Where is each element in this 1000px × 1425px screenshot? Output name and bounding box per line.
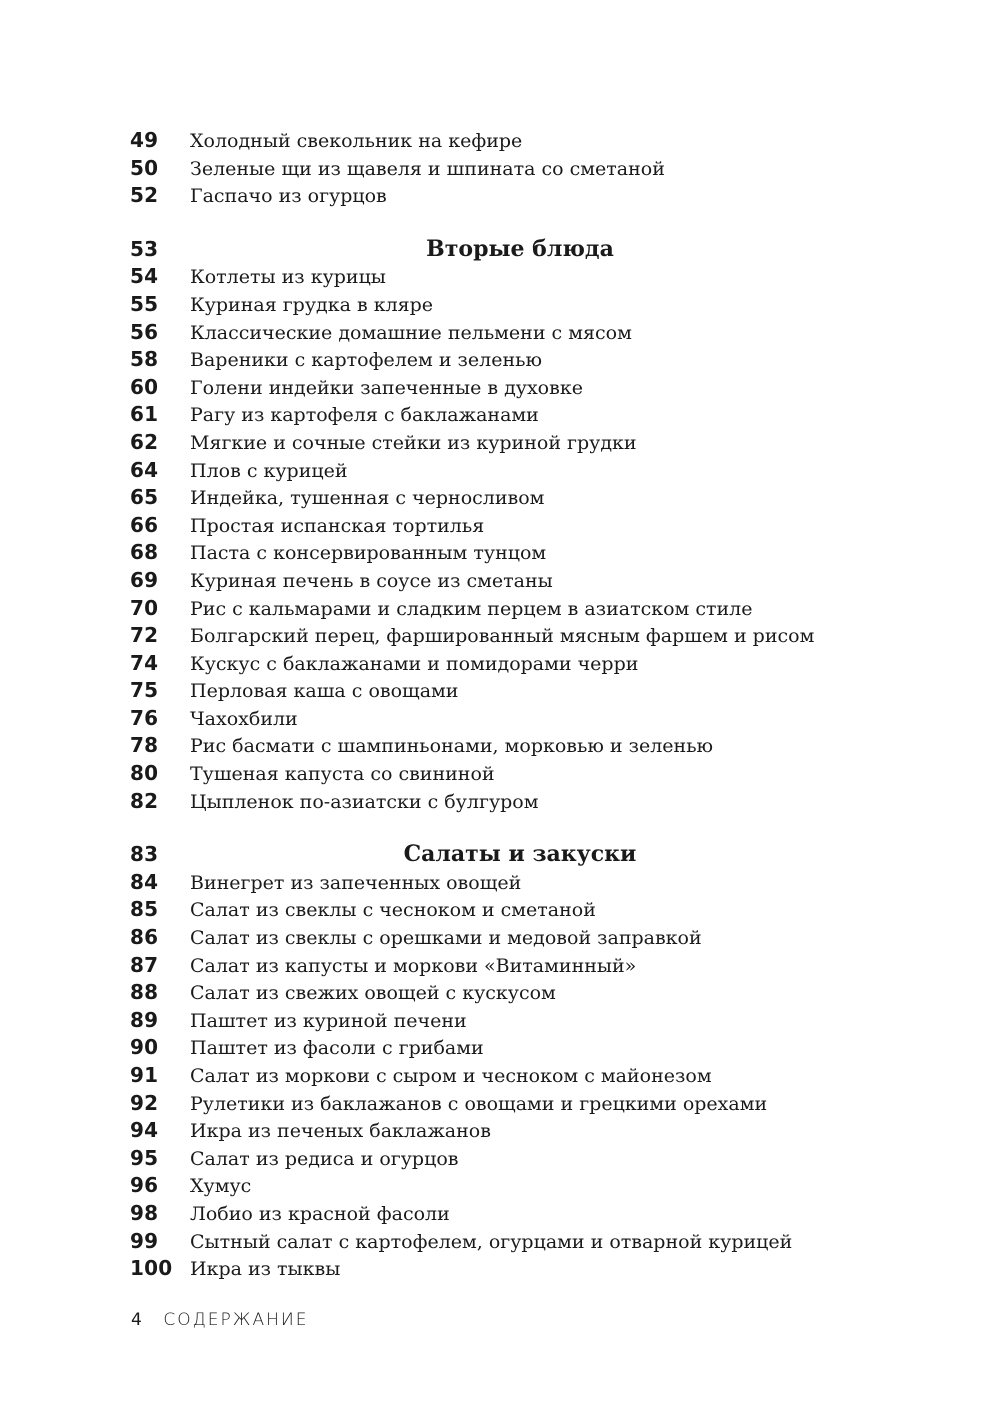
entry-title: Зеленые щи из щавеля и шпината со сметаной [190,157,665,180]
entry-title: Мягкие и сочные стейки из куриной грудки [190,431,637,454]
entry-page-number: 98 [130,1200,159,1225]
entry-title: Рис басмати с шампиньонами, морковью и зеленью [190,735,714,758]
entry-page-number: 64 [130,457,159,482]
entry-page-number: 50 [130,155,159,180]
section-title: Салаты и закуски [403,841,637,868]
toc-entry [130,567,850,595]
entry-page-number: 61 [130,402,159,427]
toc-entry [130,539,850,567]
entry-title: Лобио из красной фасоли [190,1202,450,1225]
entry-title: Вареники с картофелем и зеленью [190,349,543,372]
entry-page-number: 82 [130,788,159,813]
entry-page-number: 65 [130,485,159,510]
entry-title: Голени индейки запеченные в духовке [190,376,583,399]
section-gap [130,210,850,236]
entry-page-number: 94 [130,1118,159,1143]
entry-page-number: 84 [130,869,159,894]
entry-title: Салат из свежих овощей с кускусом [190,982,556,1005]
entry-title: Кускус с баклажанами и помидорами черри [190,652,639,675]
toc-entry [130,896,850,924]
entry-title: Куриная грудка в кляре [190,293,434,316]
section-title: Вторые блюда [426,235,614,262]
toc-entry [130,457,850,485]
toc-entry [130,401,850,429]
toc-entry [130,650,850,678]
entry-title: Салат из моркови с сыром и чесноком с майонезом [190,1065,712,1087]
entry-title: Паста с консервированным тунцом [190,542,547,565]
toc-entry [130,429,850,457]
entry-page-number: 88 [130,980,159,1005]
entry-title: Тушеная капуста со свининой [190,763,495,786]
toc-entry [130,1062,850,1090]
footer-page-number: 4 [131,1310,144,1330]
entry-page-number: 74 [130,650,159,675]
toc-entry [130,374,850,402]
toc-entry [130,512,850,540]
entry-title: Рагу из картофеля с баклажанами [190,404,539,427]
toc-entry [130,346,850,374]
entry-page-number: 80 [130,761,159,786]
entry-title: Куриная печень в соусе из сметаны [190,569,553,592]
toc-group-main-dishes [130,263,850,815]
toc-entry [130,1090,850,1118]
entry-page-number: 91 [130,1063,159,1087]
entry-title: Рис с кальмарами и сладким перцем в азиатском стиле [190,597,753,620]
entry-title: Классические домашние пельмени с мясом [190,321,632,344]
entry-title: Перловая каша с овощами [190,680,459,703]
entry-page-number: 86 [130,925,159,950]
toc-group-soups [130,127,850,210]
toc-entry [130,1172,850,1200]
entry-page-number: 92 [130,1090,159,1115]
entry-page-number: 85 [130,897,159,922]
entry-title: Хумус [190,1175,252,1198]
entry-page-number: 60 [130,374,159,399]
toc-entry [130,705,850,733]
toc-entry [130,1145,850,1173]
entry-title: Простая испанская тортилья [190,514,485,537]
entry-page-number: 58 [130,347,159,372]
entry-page-number: 56 [130,319,159,344]
toc-entry [130,760,850,788]
entry-page-number: 87 [130,952,159,977]
entry-page-number: 76 [130,705,159,730]
entry-page-number: 52 [130,183,159,208]
page-footer [131,1310,308,1330]
toc-entry [130,291,850,319]
entry-page-number: 62 [130,429,159,454]
toc-entry [130,263,850,291]
section-heading-main-dishes [130,236,850,264]
toc-entry [130,869,850,897]
entry-title: Паштет из куриной печени [190,1009,467,1032]
section-page-number: 83 [130,842,159,867]
entry-title: Сытный салат с картофелем, огурцами и отварной курицей [190,1230,793,1253]
toc-entry [130,732,850,760]
entry-title: Холодный свекольник на кефире [190,130,523,152]
entry-title: Салат из свеклы с чесноком и сметаной [190,899,596,922]
entry-page-number: 75 [130,678,159,703]
entry-title: Салат из свеклы с орешками и медовой заправкой [190,927,702,950]
toc-entry [130,182,850,210]
entry-page-number: 100 [130,1256,173,1281]
entry-title: Чахохбили [190,707,298,730]
toc-group-salads [130,869,850,1283]
toc-entry [130,952,850,980]
entry-page-number: 70 [130,595,159,620]
entry-page-number: 99 [130,1228,159,1253]
toc-entry [130,979,850,1007]
toc-entry [130,1034,850,1062]
entry-page-number: 89 [130,1007,159,1032]
entry-title: Салат из редиса и огурцов [190,1147,459,1170]
entry-page-number: 78 [130,733,159,758]
entry-page-number: 54 [130,264,159,289]
entry-title: Паштет из фасоли с грибами [190,1037,484,1060]
entry-title: Салат из капусты и моркови «Витаминный» [190,954,637,977]
toc-entry [130,127,850,155]
entry-title: Икра из тыквы [190,1258,341,1281]
toc-entry [130,1117,850,1145]
entry-title: Индейка, тушенная с черносливом [190,487,545,510]
toc-entry [130,924,850,952]
entry-page-number: 96 [130,1173,159,1198]
toc-entry [130,622,850,650]
toc-entry [130,1228,850,1256]
entry-page-number: 90 [130,1035,159,1060]
entry-title: Цыпленок по-азиатски с булгуром [190,790,539,813]
entry-page-number: 95 [130,1145,159,1170]
toc-entry [130,677,850,705]
entry-title: Икра из печеных баклажанов [190,1120,491,1143]
toc-entry [130,1200,850,1228]
entry-page-number: 66 [130,512,159,537]
entry-title: Котлеты из курицы [190,266,386,289]
toc-entry [130,1255,850,1283]
toc-entry [130,319,850,347]
toc-entry [130,155,850,183]
entry-page-number: 49 [130,128,159,152]
entry-title: Винегрет из запеченных овощей [190,871,522,894]
section-heading-salads [130,841,850,869]
toc-entry [130,595,850,623]
entry-title: Рулетики из баклажанов с овощами и грецкими орехами [190,1092,768,1115]
entry-title: Плов с курицей [190,459,348,482]
entry-title: Болгарский перец, фаршированный мясным фаршем и рисом [190,625,815,648]
section-page-number: 53 [130,236,159,261]
footer-section-name: СОДЕРЖАНИЕ [163,1310,309,1330]
toc-entry [130,1007,850,1035]
entry-page-number: 68 [130,540,159,565]
table-of-contents [130,127,850,1283]
entry-page-number: 72 [130,623,159,648]
entry-page-number: 55 [130,291,159,316]
toc-entry [130,788,850,816]
entry-title: Гаспачо из огурцов [190,185,387,208]
toc-entry [130,484,850,512]
entry-page-number: 69 [130,567,159,592]
section-gap [130,815,850,841]
